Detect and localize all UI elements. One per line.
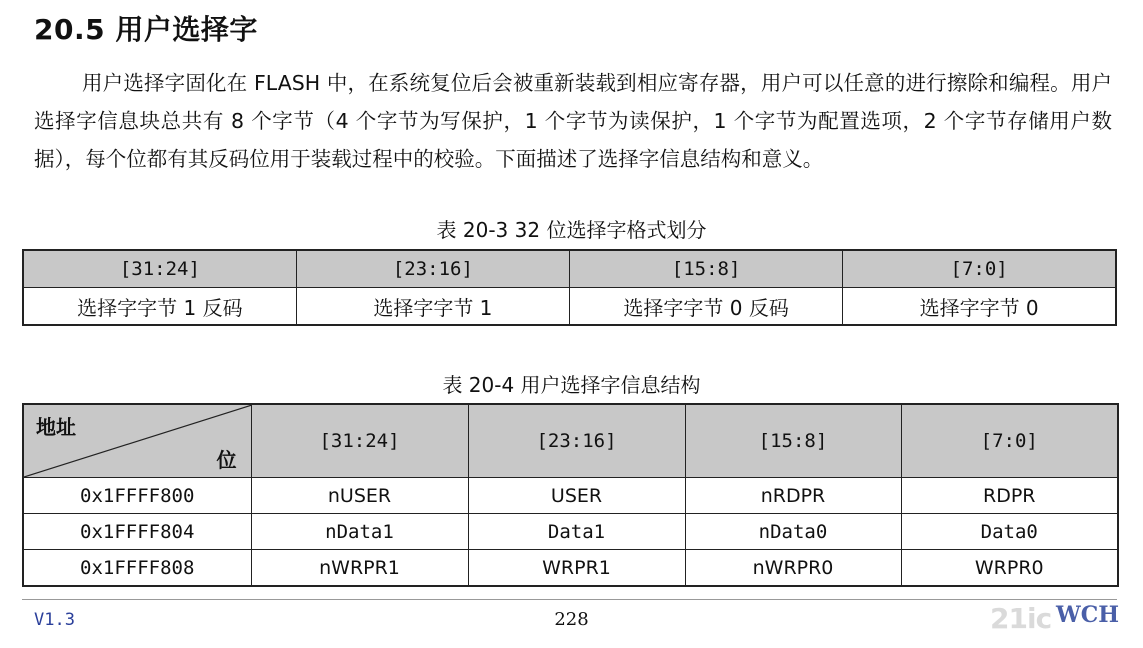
table-row xyxy=(23,288,1116,326)
table-cell: 选择字字节 1 反码 xyxy=(23,288,296,326)
address-cell: 0x1FFFF804 xyxy=(23,514,251,550)
header-cell: [15:8] xyxy=(685,404,901,478)
version-label: V1.3 xyxy=(34,610,75,630)
header-cell: [7:0] xyxy=(901,404,1118,478)
table-cell: USER xyxy=(468,478,685,514)
option-byte-structure-table xyxy=(22,403,1119,587)
page-number: 228 xyxy=(554,609,589,630)
header-cell: [15:8] xyxy=(570,250,843,288)
table-cell: Data0 xyxy=(901,514,1118,550)
table4-caption: 表 20-4 用户选择字信息结构 xyxy=(442,373,701,397)
table-cell: RDPR xyxy=(901,478,1118,514)
section-title: 20.5 用户选择字 xyxy=(34,13,258,46)
table-cell: nUSER xyxy=(251,478,468,514)
wch-logo: WCH xyxy=(1056,602,1120,628)
table-header-row xyxy=(23,250,1116,288)
header-cell: [23:16] xyxy=(468,404,685,478)
table-row xyxy=(23,514,1118,550)
table-cell: WRPR1 xyxy=(468,550,685,587)
table-cell: 选择字字节 0 xyxy=(843,288,1116,326)
address-cell: 0x1FFFF808 xyxy=(23,550,251,587)
table-cell: 选择字字节 0 反码 xyxy=(570,288,843,326)
table-cell: WRPR0 xyxy=(901,550,1118,587)
table-cell: nRDPR xyxy=(685,478,901,514)
footer-divider xyxy=(22,599,1117,600)
table-header-row xyxy=(23,404,1118,478)
address-cell: 0x1FFFF800 xyxy=(23,478,251,514)
header-cell: [23:16] xyxy=(296,250,569,288)
header-cell: [31:24] xyxy=(23,250,296,288)
table-cell: Data1 xyxy=(468,514,685,550)
corner-header-cell xyxy=(23,404,251,478)
header-cell: [31:24] xyxy=(251,404,468,478)
table-cell: nData0 xyxy=(685,514,901,550)
watermark: 21ic xyxy=(990,602,1052,635)
address-label: 地址 xyxy=(36,415,76,439)
header-cell: [7:0] xyxy=(843,250,1116,288)
table-cell: 选择字字节 1 xyxy=(296,288,569,326)
option-byte-format-table xyxy=(22,249,1117,326)
table-row xyxy=(23,550,1118,587)
table-cell: nWRPR0 xyxy=(685,550,901,587)
table-cell: nWRPR1 xyxy=(251,550,468,587)
table-row xyxy=(23,478,1118,514)
bit-label: 位 xyxy=(216,448,237,472)
body-paragraph: 用户选择字固化在 FLASH 中，在系统复位后会被重新装载到相应寄存器，用户可以任意的进行擦除和编程。用户选择字信息块总共有 8 个字节（4 个字节为写保护，1 个字节为读保护，1 个字节为配置选项，2 个字节存储用户数据），每个位都有其反码位用于装载过程中的校验。下面描述了选择字信息结构和意义。 xyxy=(34,71,1112,171)
table-cell: nData1 xyxy=(251,514,468,550)
table3-caption: 表 20-3 32 位选择字格式划分 xyxy=(436,218,707,242)
